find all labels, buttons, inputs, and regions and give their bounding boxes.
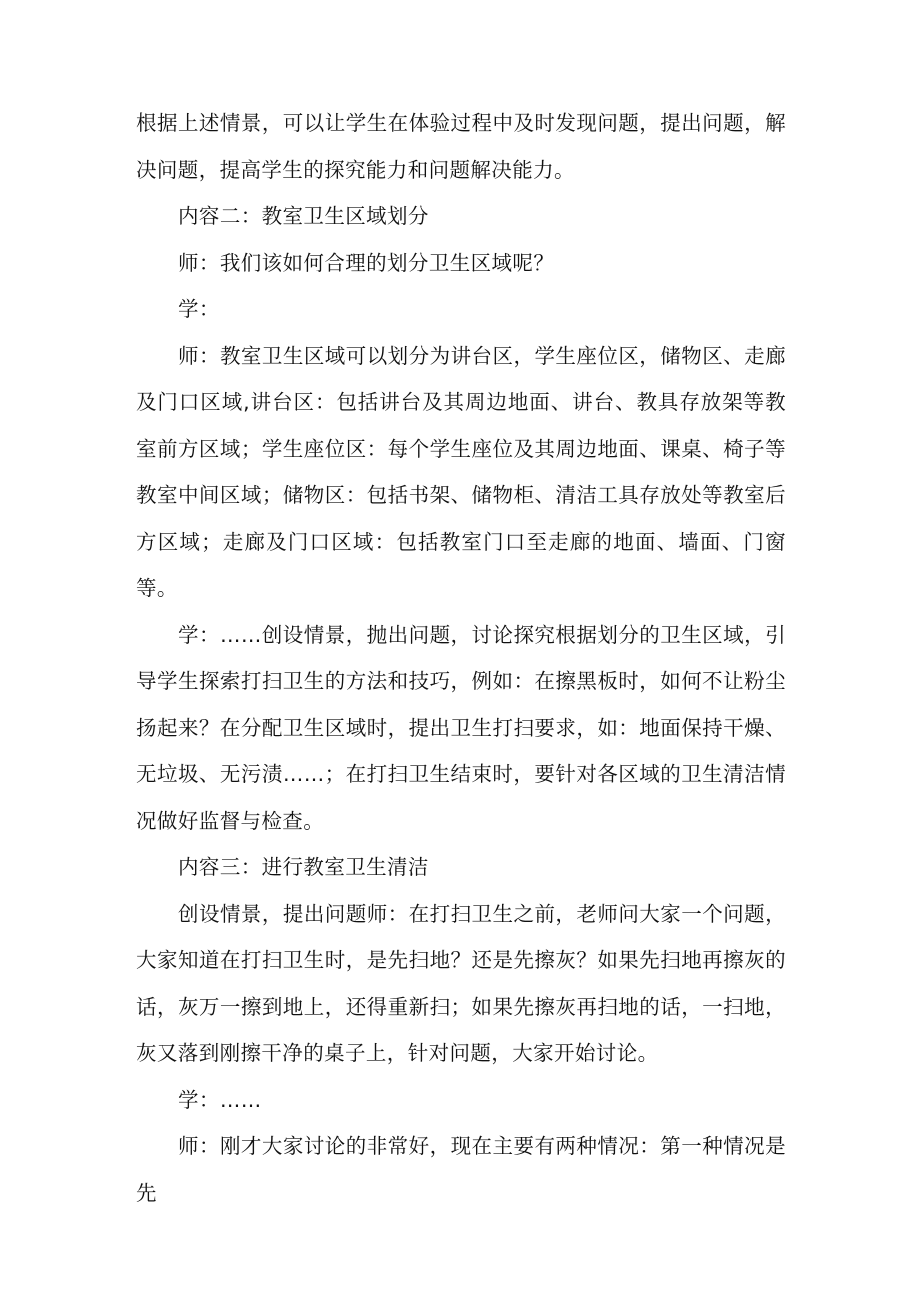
- paragraph-teacher-question: 师：我们该如何合理的划分卫生区域呢？: [178, 250, 555, 275]
- paragraph-teacher-summary: 师：刚才大家讨论的非常好，现在主要有两种情况：第一种情况是先: [136, 1134, 786, 1205]
- paragraph-student-response: 学：: [178, 297, 220, 321]
- paragraph-teacher-zones: 师：教室卫生区域可以划分为讲台区，学生座位区，储物区、走廊及门口区域,讲台区：包括讲台及其周边地面、讲台、教具存放架等教室前方区域；学生座位区：每个学生座位及其周边地面、课桌、椅子等教室中间区域；储物区：包括书架、储物柜、清洁工具存放处等教室后方区域；走廊及门口区域：包括教室门口至走廊的地面、墙面、门窗等。: [136, 343, 786, 600]
- paragraph-student-reply: 学：……: [178, 1087, 262, 1112]
- section-heading-content-two: 内容二：教室卫生区域划分: [178, 204, 429, 228]
- paragraph-student-discussion: 学：……创设情景，抛出问题，讨论探究根据划分的卫生区域，引导学生探索打扫卫生的方法和技巧，例如：在擦黑板时，如何不让粉尘扬起来？在分配卫生区域时，提出卫生打扫要求，如：地面保持干燥、无垃圾、无污渍……；在打扫卫生结束时，要针对各区域的卫生清洁情况做好监督与检查。: [136, 622, 786, 833]
- paragraph-scenario-question: 创设情景，提出问题师：在打扫卫生之前，老师问大家一个问题，大家知道在打扫卫生时，是先扫地？还是先擦灰？如果先扫地再擦灰的话，灰万一擦到地上，还得重新扫；如果先擦灰再扫地的话，一扫地，灰又落到刚擦干净的桌子上，针对问题，大家开始讨论。: [136, 901, 786, 1065]
- document-body: [136, 100, 786, 1216]
- section-heading-content-three: 内容三：进行教室卫生清洁: [178, 855, 429, 879]
- paragraph-intro-conclusion: 根据上述情景，可以让学生在体验过程中及时发现问题，提出问题，解决问题，提高学生的探究能力和问题解决能力。: [136, 111, 786, 182]
